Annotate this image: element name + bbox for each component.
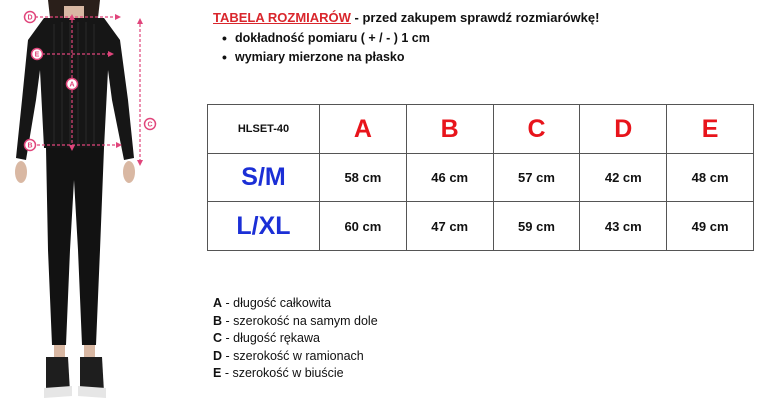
table-cell: 58 cm (320, 154, 407, 202)
legend-item: D - szerokość w ramionach (213, 348, 364, 363)
legend-item: E - szerokość w biuście (213, 366, 344, 380)
legend-item: B - szerokość na samym dole (213, 313, 378, 328)
marker-e: E (34, 51, 40, 59)
size-chart-header (213, 9, 599, 67)
product-code: HLSET-40 (208, 105, 320, 154)
table-cell: 57 cm (493, 154, 580, 202)
marker-b: B (27, 142, 33, 150)
table-row (208, 202, 754, 251)
title-rest: - przed zakupem sprawdź rozmiarówkę! (350, 10, 600, 25)
table-cell: 42 cm (580, 154, 667, 202)
size-table (207, 104, 754, 251)
table-cell: 46 cm (406, 154, 493, 202)
marker-c: C (147, 121, 153, 129)
note-accuracy: • dokładność pomiaru ( + / - ) 1 cm (213, 29, 599, 48)
column-header-c: C (493, 105, 580, 154)
table-cell: 60 cm (320, 202, 407, 251)
legend-item: C - długość rękawa (213, 331, 320, 345)
table-cell: 43 cm (580, 202, 667, 251)
column-header-e: E (667, 105, 754, 154)
column-header-d: D (580, 105, 667, 154)
column-header-a: A (320, 105, 407, 154)
model-figure (0, 0, 175, 415)
model-illustration (0, 0, 175, 415)
table-row (208, 154, 754, 202)
measurement-legend (213, 295, 378, 383)
marker-d: D (27, 14, 33, 22)
table-cell: 59 cm (493, 202, 580, 251)
legend-item: A - długość całkowita (213, 296, 332, 310)
table-header-row (208, 105, 754, 154)
table-cell: 49 cm (667, 202, 754, 251)
marker-a: A (69, 81, 75, 89)
note-flat-measure: • wymiary mierzone na płasko (213, 48, 599, 67)
table-cell: 48 cm (667, 154, 754, 202)
page-title (213, 9, 599, 27)
notes-list (213, 29, 599, 67)
column-header-b: B (406, 105, 493, 154)
size-label: S/M (208, 154, 320, 202)
size-label: L/XL (208, 202, 320, 251)
table-cell: 47 cm (406, 202, 493, 251)
title-highlight: TABELA ROZMIARÓW (213, 10, 351, 25)
